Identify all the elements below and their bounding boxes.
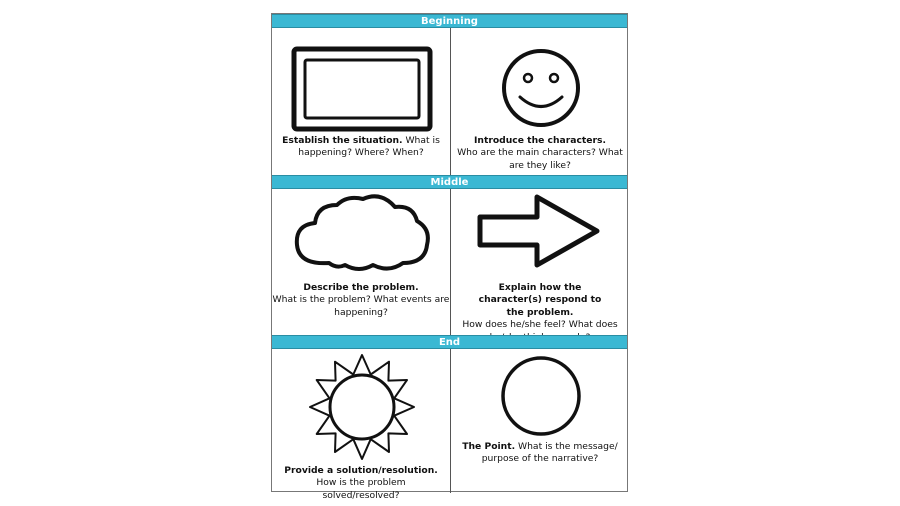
caption-body: Who are the main characters? What are they like? [457,147,623,171]
caption-body: What is the message/ purpose of the narrative? [481,441,618,465]
caption-body: What is happening? Where? When? [298,135,440,159]
cell-character-response [451,189,629,336]
caption-title: Establish the situation. [282,135,403,146]
section-header-end: End [272,335,627,349]
caption [272,465,450,502]
sun-icon [308,353,416,461]
cell-describe-problem [272,189,450,336]
cloud-icon [291,193,433,275]
caption-body: How does he/she feel? What does [462,319,618,331]
arrow-right-icon [475,193,603,269]
caption-body: How is the problem solved/resolved? [316,477,406,501]
caption-title: Introduce the characters. [473,135,607,146]
section-header-middle: Middle [272,175,627,189]
caption-title: Provide a solution/resolution. [284,465,438,476]
cell-establish-situation [272,28,450,175]
caption [272,135,450,160]
caption-title: Describe the problem. [303,282,419,293]
caption [272,282,450,319]
smiley-face-icon [500,44,582,132]
rectangle-icon [291,46,433,132]
caption-title: The Point. [462,441,516,452]
caption [451,441,629,466]
caption [451,135,629,172]
story-structure-chart [271,13,628,501]
cell-provide-solution [272,349,450,501]
caption-title: Explain how the character(s) respond to the problem. [478,282,602,318]
section-header-beginning: Beginning [272,14,627,28]
circle-icon [499,354,583,438]
cell-introduce-characters [451,28,629,175]
caption-body: What is the problem? What events are happening? [272,294,450,318]
cell-the-point [451,349,629,493]
